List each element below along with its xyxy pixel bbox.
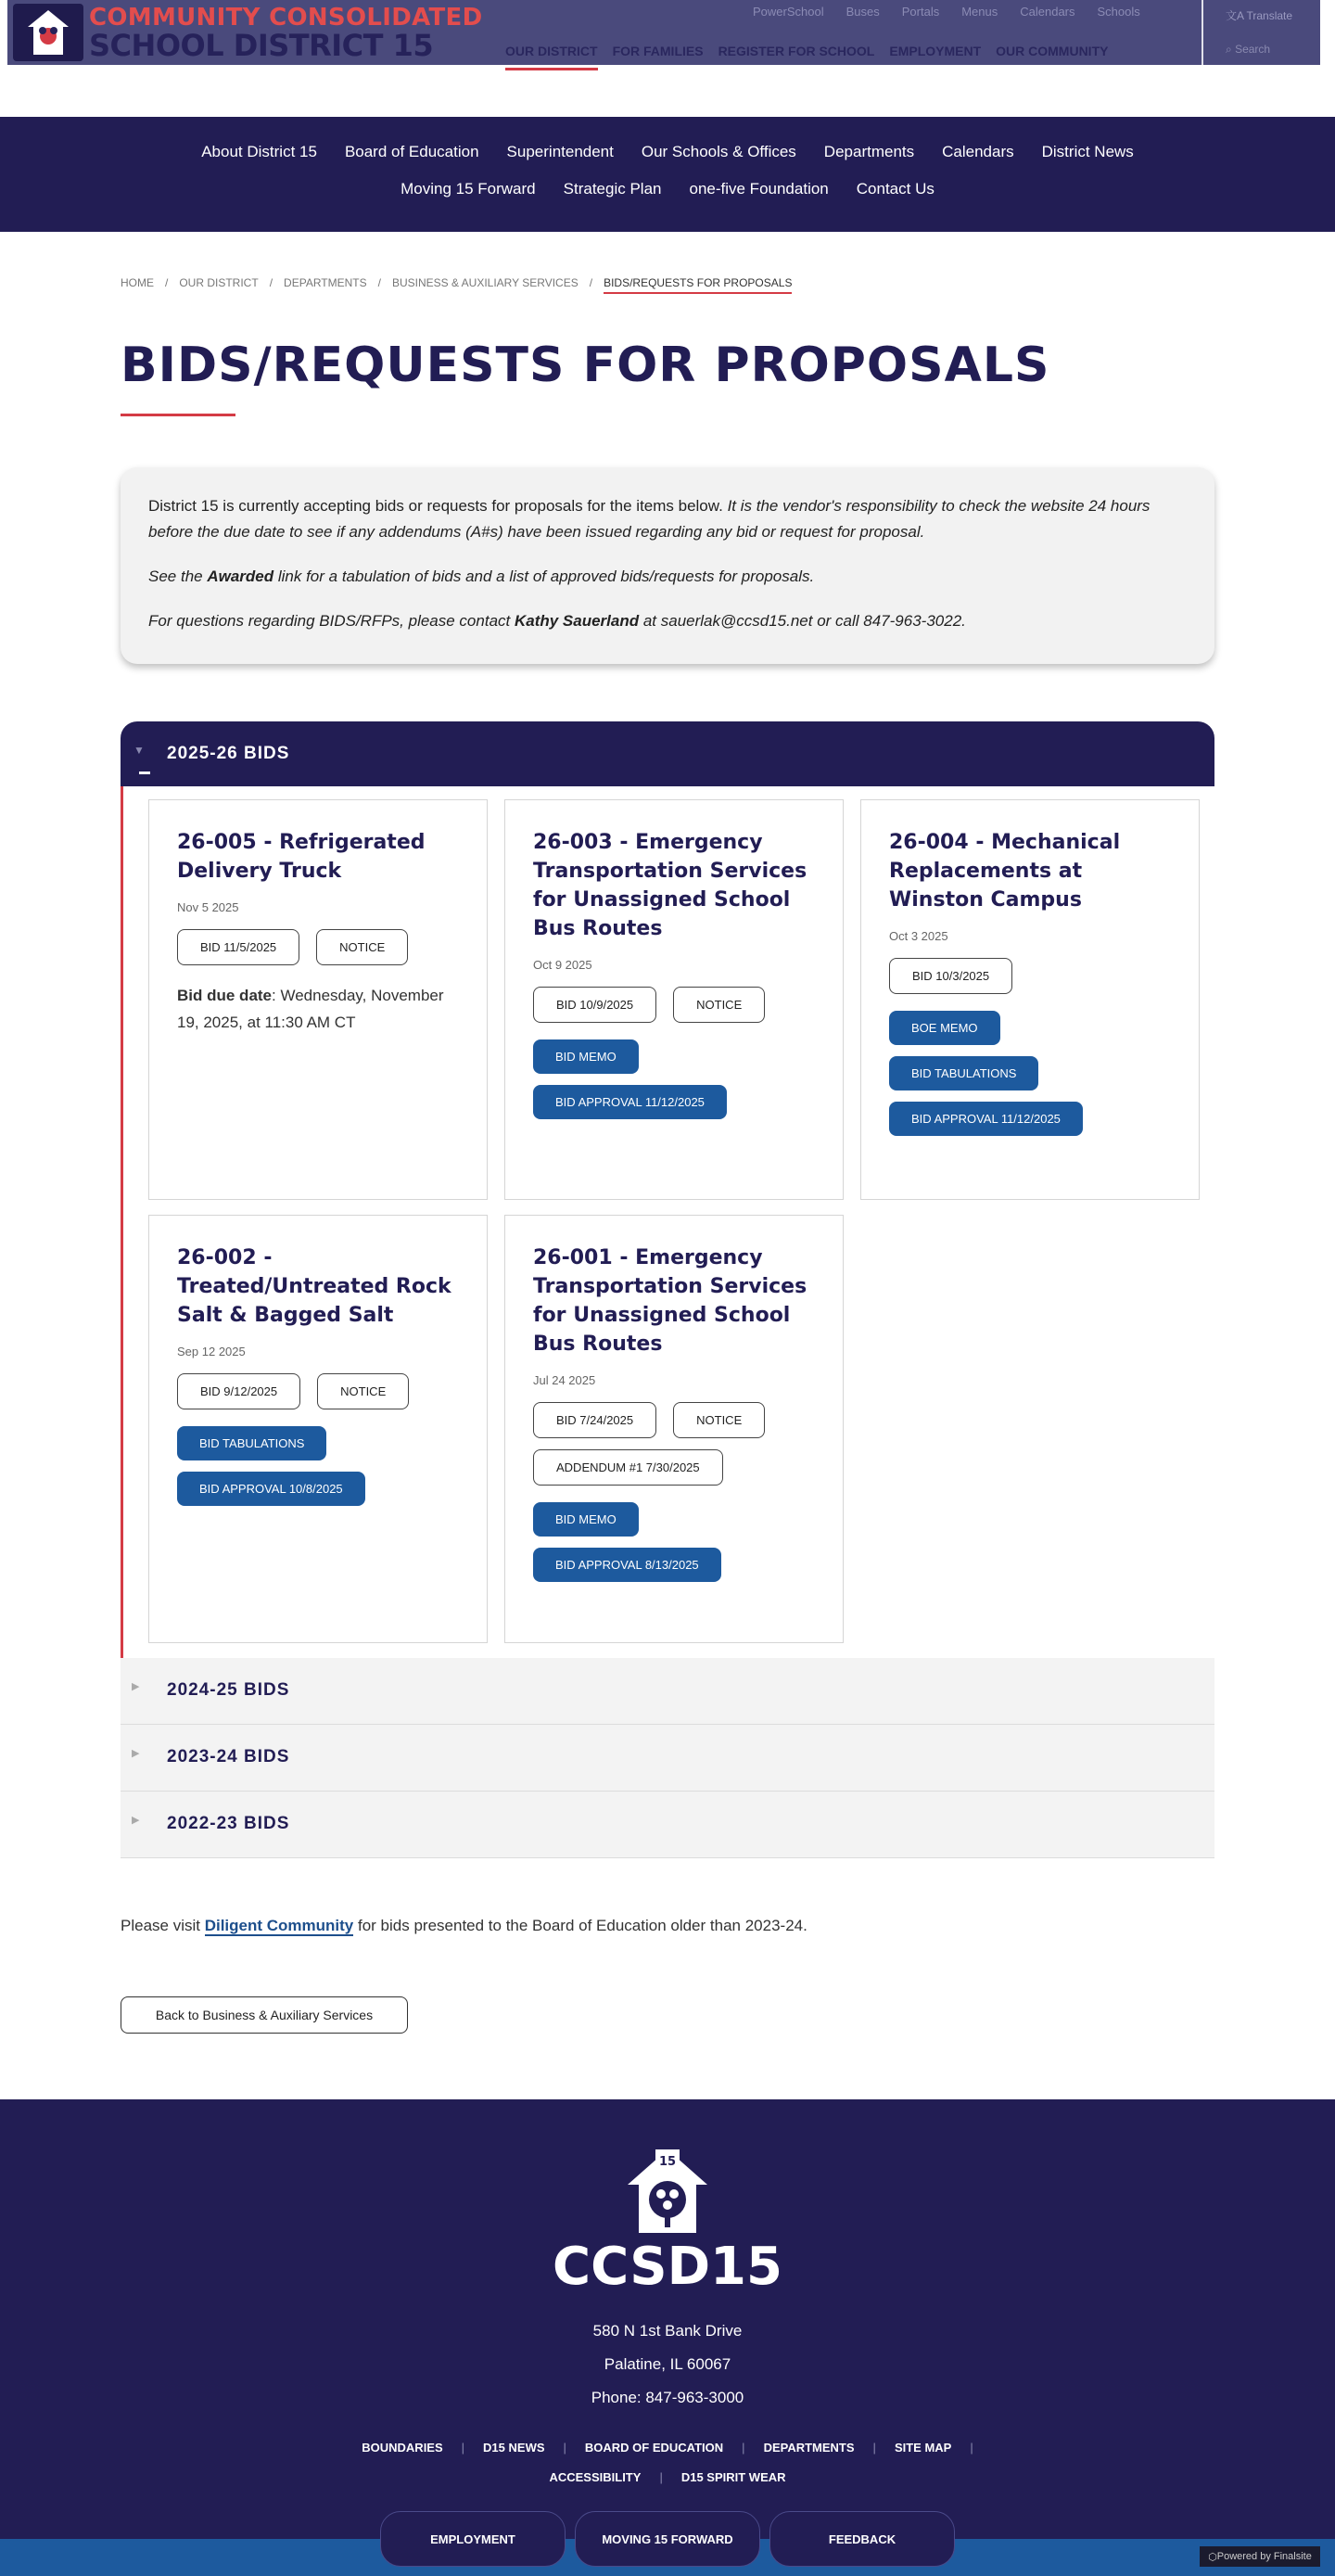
utility-link-portals[interactable]: Portals	[901, 5, 940, 19]
intro-panel	[121, 467, 1214, 664]
visit-note	[121, 1917, 807, 1935]
chevron-right-icon: ▶	[132, 1748, 140, 1759]
active-indicator	[139, 772, 150, 774]
subnav-district-news[interactable]: District News	[1041, 143, 1134, 160]
intro-p2-b: link for a tabulation of bids and a list of approved bids/requests for proposals.	[273, 567, 815, 585]
bid-card	[504, 1215, 844, 1643]
bid-due-date	[177, 982, 459, 1036]
footer-brand: CCSD15	[553, 2237, 782, 2297]
accordion-2022-23-header[interactable]	[121, 1792, 1214, 1858]
bid-approval-button[interactable]: BID APPROVAL 11/12/2025	[533, 1085, 727, 1119]
title-underline	[121, 414, 235, 416]
main-nav-register[interactable]: REGISTER FOR SCHOOL	[718, 44, 875, 58]
intro-p3-a: For questions regarding BIDS/RFPs, please contact	[148, 612, 515, 630]
bid-title: 26-001 - Emergency Transportation Services for Unassigned School Bus Routes	[533, 1246, 807, 1356]
powered-by-finalsite[interactable]	[1200, 2546, 1320, 2567]
bid-card	[148, 799, 488, 1200]
intro-p1-italic: It is the vendor's responsibility to check the website 24 hours before the due date to see if any addendums (A#s) have been issued regarding any bid or request for proposal.	[148, 497, 1151, 541]
bid-approval-button[interactable]: BID APPROVAL 10/8/2025	[177, 1472, 365, 1506]
header-tools	[1202, 0, 1320, 65]
subnav-foundation[interactable]: one-five Foundation	[689, 180, 829, 198]
subnav-calendars[interactable]: Calendars	[942, 143, 1014, 160]
bid-date: Sep 12 2025	[177, 1345, 246, 1358]
bid-outline-buttons	[177, 1373, 459, 1409]
back-button[interactable]: Back to Business & Auxiliary Services	[121, 1996, 408, 2034]
logo-number: 15	[658, 2155, 677, 2169]
utility-link-buses[interactable]: Buses	[846, 5, 880, 19]
intro-paragraph-1	[148, 493, 1187, 545]
subnav-about[interactable]: About District 15	[201, 143, 317, 160]
boe-memo-button[interactable]: BOE MEMO	[889, 1011, 1000, 1045]
intro-paragraph-2	[148, 564, 1187, 590]
bid-date: Oct 3 2025	[889, 929, 948, 943]
accordion-label: 2025-26 BIDS	[167, 744, 290, 763]
main-nav	[505, 44, 1108, 70]
notice-button[interactable]: NOTICE	[673, 1402, 765, 1438]
district-name-line2: SCHOOL DISTRICT 15	[89, 28, 434, 63]
footer-link-site-map[interactable]: SITE MAP	[894, 2441, 952, 2455]
subnav-contact[interactable]: Contact Us	[856, 180, 934, 198]
subnav-schools-offices[interactable]: Our Schools & Offices	[641, 143, 796, 160]
accordion-2024-25-header[interactable]	[121, 1658, 1214, 1725]
utility-link-menus[interactable]: Menus	[961, 5, 998, 19]
bid-title: 26-004 - Mechanical Replacements at Winston Campus	[889, 831, 1121, 912]
diligent-community-link[interactable]: Diligent Community	[204, 1917, 354, 1934]
accordion-2025-26-header[interactable]	[121, 721, 1214, 786]
bid-card	[148, 1215, 488, 1643]
section-subnav	[0, 117, 1335, 232]
utility-link-calendars[interactable]: Calendars	[1020, 5, 1075, 19]
bid-outline-buttons	[533, 1402, 815, 1486]
chevron-down-icon: ▼	[134, 744, 145, 757]
notice-button[interactable]: NOTICE	[316, 929, 408, 965]
bid-date: Nov 5 2025	[177, 900, 239, 914]
footer-link-boundaries[interactable]: BOUNDARIES	[362, 2441, 443, 2455]
footer-links-row-2: ACCESSIBILITY | D15 SPIRIT WEAR	[549, 2470, 786, 2484]
breadcrumb-separator: /	[269, 276, 273, 289]
footer-link-spirit-wear[interactable]: D15 SPIRIT WEAR	[680, 2470, 786, 2484]
search-label: Search	[1235, 43, 1271, 56]
subnav-departments[interactable]: Departments	[823, 143, 915, 160]
intro-p2-a: See the	[148, 567, 208, 585]
notice-button[interactable]: NOTICE	[317, 1373, 409, 1409]
accordion-2023-24-header[interactable]	[121, 1725, 1214, 1792]
bid-outline-buttons	[889, 958, 1171, 994]
bid-approval-button[interactable]: BID APPROVAL 11/12/2025	[889, 1102, 1083, 1136]
footer-address-line2: Palatine, IL 60067	[604, 2355, 731, 2373]
visit-text-a: Please visit	[121, 1917, 205, 1934]
intro-p2-bold: Awarded	[207, 567, 274, 585]
accordion-2025-26-body	[121, 786, 1214, 1658]
footer-link-accessibility[interactable]: ACCESSIBILITY	[549, 2470, 642, 2484]
bid-date: Jul 24 2025	[533, 1373, 596, 1387]
subnav-superintendent[interactable]: Superintendent	[506, 143, 614, 160]
schoolhouse-icon	[26, 8, 70, 57]
bid-title: 26-002 - Treated/Untreated Rock Salt & Bagged Salt	[177, 1246, 451, 1327]
bid-approval-button[interactable]: BID APPROVAL 8/13/2025	[533, 1548, 721, 1582]
intro-p3-bold: Kathy Sauerland	[514, 612, 640, 630]
main-nav-employment[interactable]: EMPLOYMENT	[889, 44, 982, 58]
breadcrumb-business[interactable]: BUSINESS & AUXILIARY SERVICES	[391, 276, 578, 289]
utility-link-schools[interactable]: Schools	[1097, 5, 1140, 19]
main-nav-our-community[interactable]: OUR COMMUNITY	[996, 44, 1109, 58]
bid-outline-buttons	[533, 987, 815, 1023]
main-nav-for-families[interactable]: FOR FAMILIES	[612, 44, 704, 58]
footer-phone: Phone: 847-963-3000	[591, 2389, 744, 2406]
accordion-label: 2022-23 BIDS	[167, 1814, 290, 1833]
bid-title: 26-005 - Refrigerated Delivery Truck	[177, 831, 426, 883]
bid-document-button[interactable]: BID 10/3/2025	[889, 958, 1012, 994]
main-nav-our-district[interactable]: OUR DISTRICT	[505, 44, 598, 70]
bid-tabulations-button[interactable]: BID TABULATIONS	[177, 1426, 326, 1460]
bid-memo-button[interactable]: BID MEMO	[533, 1502, 639, 1537]
accordion-label: 2023-24 BIDS	[167, 1747, 290, 1766]
breadcrumb-separator: /	[377, 276, 381, 289]
intro-p3-b: at sauerlak@ccsd15.net or call 847-963-3022.	[639, 612, 966, 630]
site-footer	[0, 2099, 1335, 2576]
translate-label: Translate	[1246, 9, 1293, 22]
breadcrumb-our-district[interactable]: OUR DISTRICT	[179, 276, 259, 289]
footer-pill-employment[interactable]: EMPLOYMENT	[380, 2511, 566, 2567]
chevron-right-icon: ▶	[132, 1681, 140, 1692]
breadcrumb-departments[interactable]: DEPARTMENTS	[284, 276, 367, 289]
subnav-board[interactable]: Board of Education	[344, 143, 479, 160]
bid-document-button[interactable]: BID 10/9/2025	[533, 987, 656, 1023]
subnav-strategic-plan[interactable]: Strategic Plan	[563, 180, 662, 198]
bid-document-button[interactable]: BID 9/12/2025	[177, 1373, 300, 1409]
page-title: BIDS/REQUESTS FOR PROPOSALS	[121, 338, 1050, 393]
notice-button[interactable]: NOTICE	[673, 987, 765, 1023]
translate-icon: 文A	[1226, 9, 1247, 22]
finalsite-icon: ⬡	[1208, 2551, 1217, 2563]
bid-due-label: Bid due date	[177, 987, 273, 1004]
intro-p1-text: District 15 is currently accepting bids or requests for proposals for the items below.	[148, 497, 728, 515]
translate-button[interactable]	[1226, 7, 1292, 23]
bid-document-button[interactable]: BID 7/24/2025	[533, 1402, 656, 1438]
search-button[interactable]	[1226, 43, 1270, 57]
breadcrumb	[121, 276, 792, 294]
bid-outline-buttons	[177, 929, 459, 965]
footer-link-departments[interactable]: DEPARTMENTS	[763, 2441, 855, 2455]
district-logo[interactable]	[13, 4, 83, 61]
breadcrumb-separator: /	[589, 276, 593, 289]
breadcrumb-home[interactable]: HOME	[121, 276, 154, 289]
footer-pill-feedback[interactable]: FEEDBACK	[769, 2511, 955, 2567]
footer-pill-moving-forward[interactable]: MOVING 15 FORWARD	[575, 2511, 760, 2567]
accordion-label: 2024-25 BIDS	[167, 1680, 290, 1700]
footer-address-line1: 580 N 1st Bank Drive	[592, 2322, 743, 2340]
utility-link-powerschool[interactable]: PowerSchool	[753, 5, 824, 19]
search-icon: ⌕	[1226, 43, 1236, 56]
district-name-line1: COMMUNITY CONSOLIDATED	[89, 4, 483, 32]
bid-memo-button[interactable]: BID MEMO	[533, 1039, 639, 1074]
addendum-button[interactable]: ADDENDUM #1 7/30/2025	[533, 1449, 723, 1486]
bid-tabulations-button[interactable]: BID TABULATIONS	[889, 1056, 1038, 1090]
subnav-row-1	[0, 143, 1335, 161]
bid-card	[504, 799, 844, 1200]
subnav-moving-forward[interactable]: Moving 15 Forward	[400, 180, 536, 198]
bid-document-button[interactable]: BID 11/5/2025	[177, 929, 299, 965]
bid-title: 26-003 - Emergency Transportation Services for Unassigned School Bus Routes	[533, 831, 807, 940]
intro-paragraph-3	[148, 608, 1187, 634]
visit-text-b: for bids presented to the Board of Education older than 2023-24.	[353, 1917, 807, 1934]
subnav-row-2	[0, 180, 1335, 198]
bid-date: Oct 9 2025	[533, 958, 592, 972]
breadcrumb-separator: /	[165, 276, 169, 289]
bid-due-text: : Wednesday, November 19, 2025, at 11:30 AM CT	[177, 987, 444, 1031]
powered-label: Powered by Finalsite	[1216, 2551, 1312, 2562]
site-header	[0, 0, 1335, 65]
utility-nav	[753, 5, 1140, 19]
breadcrumb-current[interactable]: BIDS/REQUESTS FOR PROPOSALS	[604, 276, 792, 294]
footer-link-d15-news[interactable]: D15 NEWS	[483, 2441, 545, 2455]
footer-links-row-1: BOUNDARIES | D15 NEWS | BOARD OF EDUCATION | DEPARTMENTS | SITE MAP |	[362, 2441, 973, 2455]
schoolhouse-tree-icon	[626, 2148, 709, 2235]
chevron-right-icon: ▶	[132, 1815, 140, 1826]
bid-card	[860, 799, 1200, 1200]
footer-link-board[interactable]: BOARD OF EDUCATION	[584, 2441, 724, 2455]
